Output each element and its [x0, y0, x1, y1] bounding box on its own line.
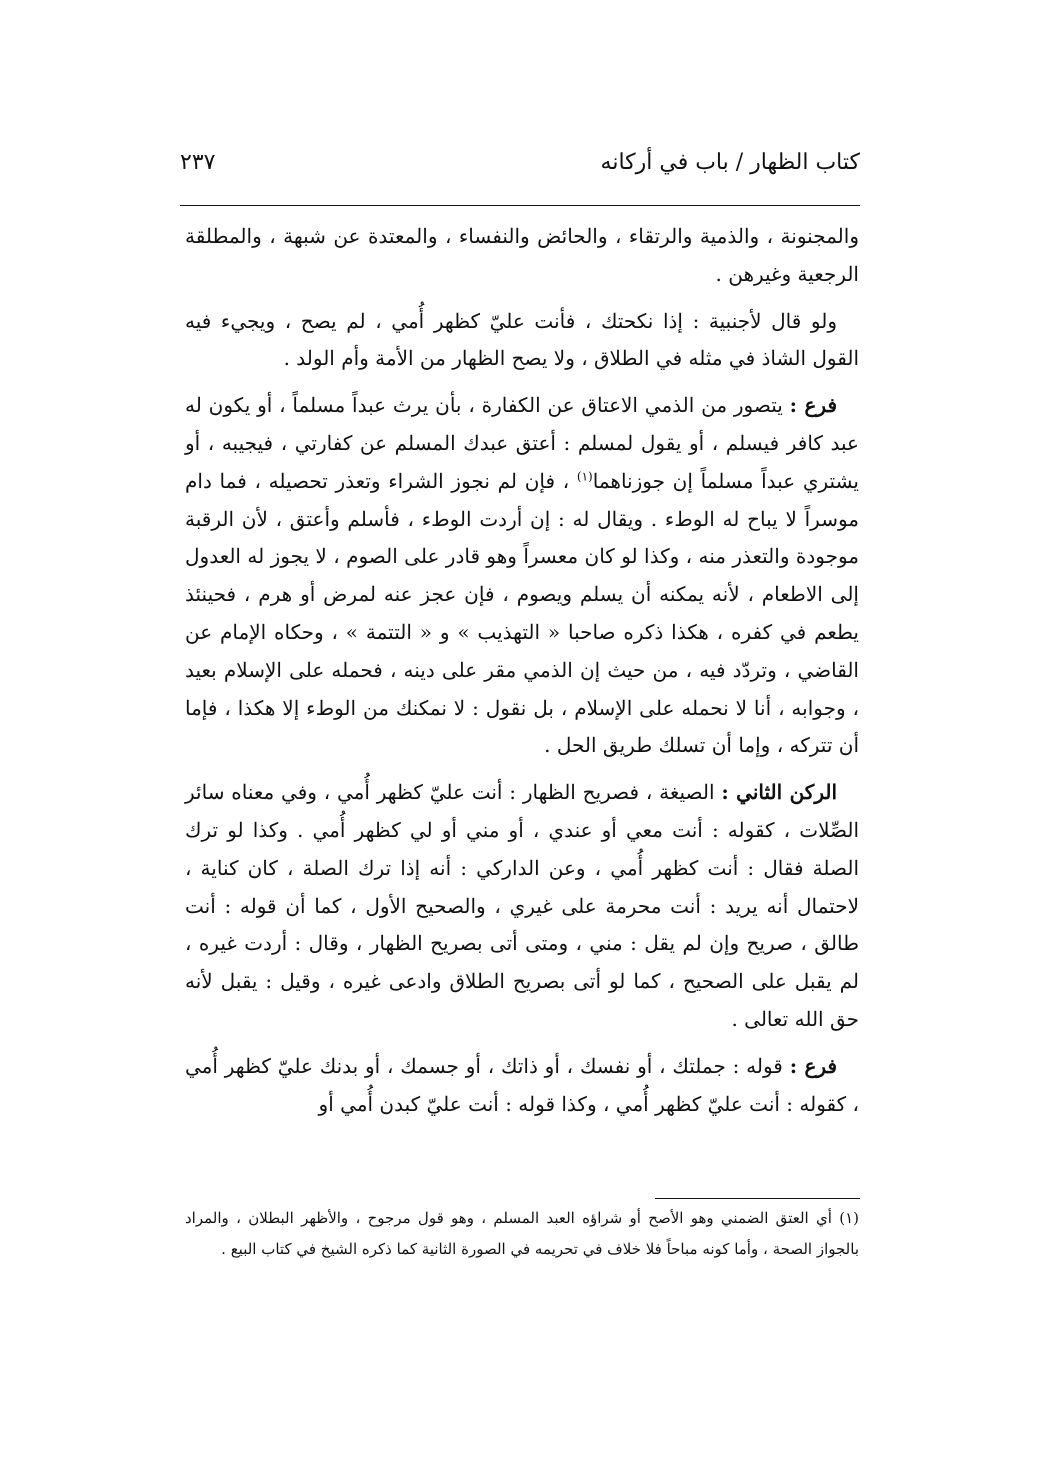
- page-header: [180, 150, 860, 175]
- footnote-marker: (١): [576, 469, 593, 484]
- branch-label: فرع :: [789, 1053, 838, 1078]
- paragraph-branch-dhimmi: [185, 387, 859, 765]
- paragraph-text: الصيغة ، فصريح الظهار : أنت عليّ كظهر أُمي ، وفي معناه سائر الصِّلات ، كقوله : أنت معي أو عندي ، أو مني أو لي كظهر أُمي . وكذا لو ترك الصلة فقال : أنت كظهر أُمي ، وعن الداركي : أنه إذا ترك الصلة ، كان كناية ، لاحتمال أنه يريد : أنت محرمة على غيري ، والصحيح الأول ، كما أن قوله : أنت طالق ، صريح وإن لم يقل : مني ، ومتى أتى بصريح الظهار ، وقال : أردت غيره ، لم يقبل على الصحيح ، كما لو أتى بصريح الطلاق وادعى غيره ، وقيل : يقبل لأنه حق الله تعالى .: [185, 780, 860, 1031]
- footnote-text: (١) أي العتق الضمني وهو الأصح أو شراؤه العبد المسلم ، وهو قول مرجوح ، والأظهر البطلان ، والمراد بالجواز الصحة ، وأما كونه مباحاً فلا خلاف في تحريمه في الصورة الثانية كما ذكره الشيخ في كتاب البيع .: [185, 1209, 859, 1258]
- paragraph-continuation: والمجنونة ، والذمية والرتقاء ، والحائض والنفساء ، والمعتدة عن شبهة ، والمطلقة الرجعية وغيرهن .: [185, 224, 859, 286]
- paragraph-foreign-woman: ولو قال لأجنبية : إذا نكحتك ، فأنت عليّ كظهر أُمي ، لم يصح ، ويجيء فيه القول الشاذ في مثله في الطلاق ، ولا يصح الظهار من الأمة وأم الولد .: [185, 308, 859, 371]
- paragraph-text: يتصور من الذمي الاعتاق عن الكفارة ، بأن يرث عبداً مسلماً ، أو يكون له عبد كافر فيسلم ، أو يقول لمسلم : أعتق عبدك المسلم عن كفارتي ، فيجيبه ، أو يشتري عبداً مسلماً إن جوزناهما: [185, 393, 859, 493]
- branch-label: فرع :: [789, 393, 838, 418]
- paragraph-second-pillar: [185, 774, 859, 1039]
- footnote-rule: [655, 1198, 860, 1199]
- paragraph-text: ، فإن لم نجوز الشراء وتعذر تحصيله ، فما دام موسراً لا يباح له الوطء . ويقال له : إن أردت الوطء ، فأسلم وأعتق ، لأن الرقبة موجودة والتعذر منه ، وكذا لو كان معسراً وهو قادر على الصوم ، لا يجوز له العدول إلى الاطعام ، لأنه يمكنه أن يسلم ويصوم ، فإن عجز عنه لمرض أو هرم ، فحينئذ يطعم في كفره ، هكذا ذكره صاحبا « التهذيب » و « التتمة » ، وحكاه الإمام عن القاضي ، وتردّد فيه ، من حيث إن الذمي مقر على دينه ، فحمله على الإسلام بعيد ، وجوابه ، أنا لا نحمله على الإسلام ، بل نقول : لا نمكنك من الوطء إلا هكذا ، فإما أن تتركه ، وإما أن تسلك طريق الحل .: [185, 468, 859, 758]
- header-rule: [180, 205, 860, 206]
- main-text: [185, 218, 859, 1132]
- footnote: [185, 1203, 859, 1265]
- paragraph-text: قوله : جملتك ، أو نفسك ، أو ذاتك ، أو جسمك ، أو بدنك عليّ كظهر أُمي ، كقوله : أنت عليّ كظهر أُمي ، وكذا قوله : أنت عليّ كبدن أُمي أو: [185, 1053, 859, 1116]
- pillar-label: الركن الثاني :: [721, 780, 838, 805]
- paragraph-branch-body: [185, 1048, 859, 1124]
- page-number: ٢٣٧: [180, 150, 216, 175]
- running-head: كتاب الظهار / باب في أركانه: [600, 150, 860, 175]
